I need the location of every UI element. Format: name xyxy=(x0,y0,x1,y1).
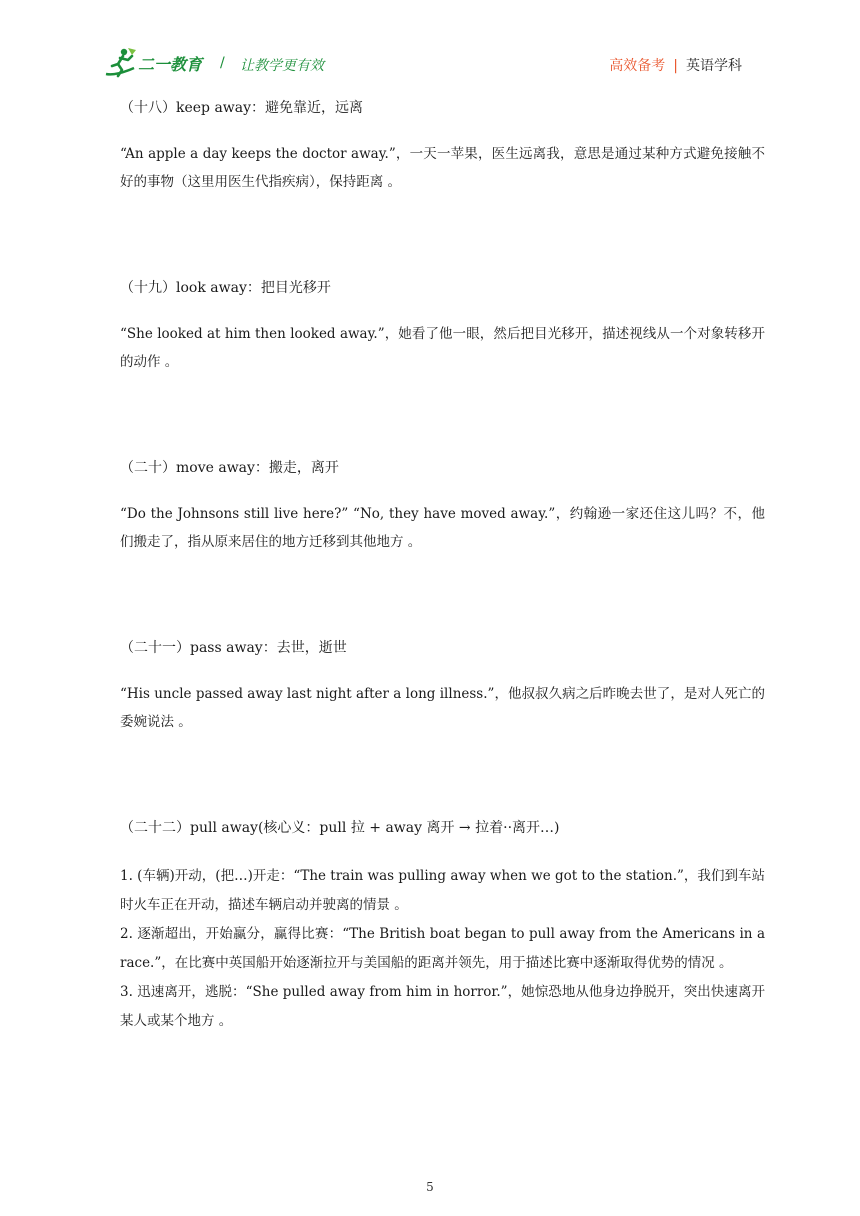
section-heading: （二十一）pass away：去世，逝世 xyxy=(120,640,347,656)
spacer xyxy=(120,376,765,456)
section-keep-away xyxy=(120,96,765,276)
section-body: “Do the Johnsons still live here?” “No, they have moved away.”，约翰逊一家还住这儿吗？不，他们搬走了，指从原来居住的地方迁移到其他地方 。 xyxy=(120,506,765,550)
spacer xyxy=(120,196,765,276)
runner-logo-icon xyxy=(104,46,138,80)
brand-logo xyxy=(104,46,203,80)
section-body: “She looked at him then looked away.”，她看了他一眼，然后把目光移开，描述视线从一个对象转移开的动作 。 xyxy=(120,326,765,370)
section-heading: （十八）keep away：避免靠近，远离 xyxy=(120,100,364,116)
section-pull-away xyxy=(120,816,765,1036)
logo-text: 二一教育 xyxy=(138,55,203,74)
header-subject xyxy=(609,55,742,75)
header-divider: | xyxy=(673,58,678,74)
header-tag-exam: 高效备考 xyxy=(609,58,666,74)
section-heading: （二十二）pull away(核心义：pull 拉 + away 离开 → 拉着··离开…) xyxy=(120,820,560,836)
section-body: “His uncle passed away last night after a long illness.”，他叔叔久病之后昨晚去世了，是对人死亡的委婉说法 。 xyxy=(120,686,765,730)
section-look-away xyxy=(120,276,765,456)
section-move-away xyxy=(120,456,765,636)
page-number: 5 xyxy=(426,1180,434,1194)
spacer xyxy=(120,736,765,816)
spacer xyxy=(120,556,765,636)
section-body: “An apple a day keeps the doctor away.”，一天一苹果，医生远离我，意思是通过某种方式避免接触不好的事物（这里用医生代指疾病），保持距离 。 xyxy=(120,146,765,190)
page-header xyxy=(0,0,860,90)
document-body xyxy=(120,96,765,1036)
slogan: 让教学更有效 xyxy=(240,58,324,74)
list-item: 1. (车辆)开动，(把…)开走：“The train was pulling away when we got to the station.”，我们到车站时火车正在开动，描述车辆启动并驶离的情景 。 xyxy=(120,868,765,913)
list-item: 3. 迅速离开，逃脱：“She pulled away from him in horror.”，她惊恐地从他身边挣脱开，突出快速离开某人或某个地方 。 xyxy=(120,984,765,1029)
list-item: 2. 逐渐超出，开始赢分，赢得比赛：“The British boat began to pull away from the Americans in a race.”，在比赛中英国船开始逐渐拉开与美国船的距离并领先，用于描述比赛中逐渐取得优势的情况 。 xyxy=(120,926,765,971)
header-tag-subject: 英语学科 xyxy=(686,58,742,74)
section-heading: （十九）look away：把目光移开 xyxy=(120,280,331,296)
section-pass-away xyxy=(120,636,765,816)
slogan-separator: / xyxy=(220,55,225,71)
section-heading: （二十）move away：搬走，离开 xyxy=(120,460,339,476)
